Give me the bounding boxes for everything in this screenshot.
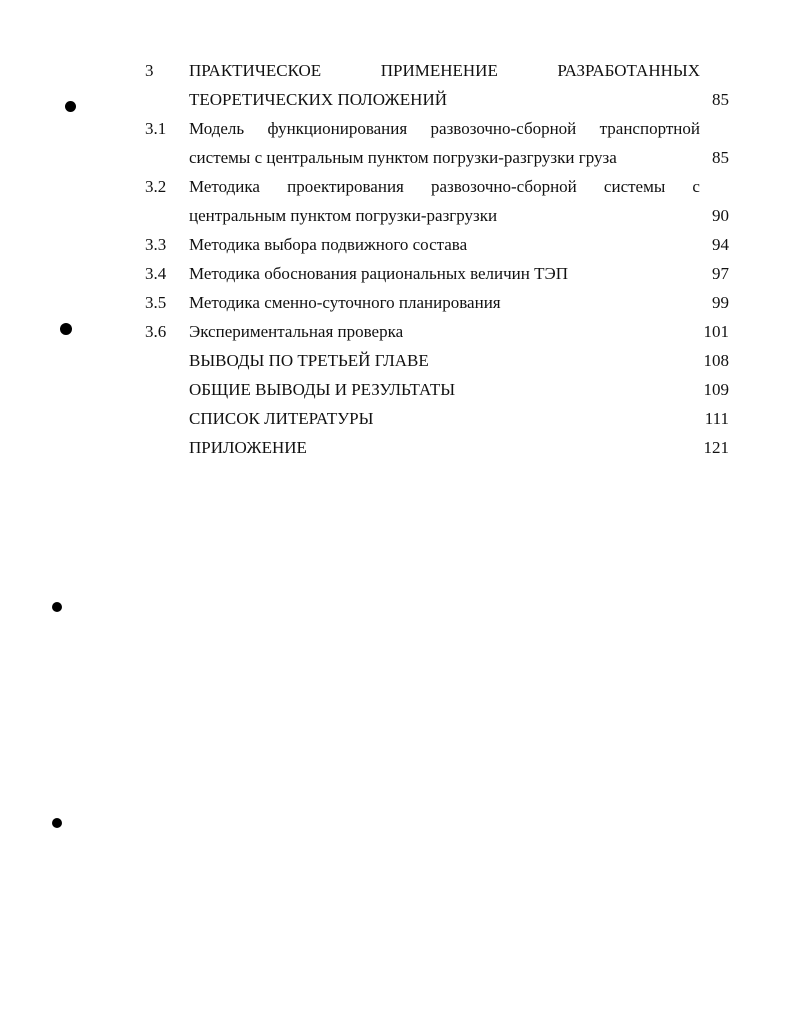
toc-page-number: 90 — [712, 206, 729, 225]
toc-entry-line — [0, 56, 797, 85]
toc-entry-title-continued: центральным пунктом погрузки-разгрузки — [189, 206, 498, 225]
toc-entry-title: ВЫВОДЫ ПО ТРЕТЬЕЙ ГЛАВЕ — [189, 351, 429, 370]
toc-entry-line — [0, 230, 797, 259]
toc-entry-line — [0, 433, 797, 462]
punch-hole-mark — [52, 602, 62, 612]
toc-entry-number: 3.3 — [145, 235, 167, 254]
toc-entry-number: 3.1 — [145, 119, 167, 138]
toc-word: транспортной — [599, 119, 700, 138]
toc-page-number: 99 — [712, 293, 729, 312]
toc-entry-title — [189, 114, 700, 143]
toc-entry-line — [0, 85, 797, 114]
punch-hole-mark — [52, 818, 62, 828]
toc-entry-line — [0, 201, 797, 230]
toc-entry-title: Экспериментальная проверка — [189, 322, 404, 341]
toc-word: ПРИМЕНЕНИЕ — [380, 61, 498, 80]
toc-word: с — [692, 177, 700, 196]
toc-page-number: 101 — [703, 322, 729, 341]
toc-page-number: 97 — [712, 264, 729, 283]
toc-page-number: 121 — [703, 438, 729, 457]
toc-page-number: 109 — [703, 380, 729, 399]
toc-entry-title-continued: ТЕОРЕТИЧЕСКИХ ПОЛОЖЕНИЙ — [189, 90, 447, 109]
toc-entry-title: Методика сменно-суточного планирования — [189, 293, 501, 312]
toc-word: развозочно-сборной — [430, 119, 577, 138]
toc-entry-title: СПИСОК ЛИТЕРАТУРЫ — [189, 409, 374, 428]
toc-entry-title: Методика обоснования рациональных величин ТЭП — [189, 264, 568, 283]
toc-entry-line — [0, 172, 797, 201]
toc-entry-number: 3.4 — [145, 264, 167, 283]
toc-word: функционирования — [267, 119, 408, 138]
toc-entry-number: 3.2 — [145, 177, 167, 196]
toc-entry-title — [189, 56, 700, 85]
toc-word: ПРАКТИЧЕСКОЕ — [189, 61, 322, 80]
toc-entry-number: 3.6 — [145, 322, 167, 341]
toc-entry-number: 3.5 — [145, 293, 167, 312]
toc-entry-line — [0, 288, 797, 317]
toc-entry-line — [0, 346, 797, 375]
toc-entry-title: ПРИЛОЖЕНИЕ — [189, 438, 307, 457]
toc-entry-title: ОБЩИЕ ВЫВОДЫ И РЕЗУЛЬТАТЫ — [189, 380, 456, 399]
toc-page-number: 111 — [704, 409, 729, 428]
toc-page-number: 85 — [712, 148, 729, 167]
toc-page-number: 94 — [712, 235, 729, 254]
toc-entry-title-continued: системы с центральным пунктом погрузки-разгрузки груза — [189, 148, 617, 167]
toc-entry-title — [189, 172, 700, 201]
toc-entry-line — [0, 259, 797, 288]
toc-entry-title: Методика выбора подвижного состава — [189, 235, 468, 254]
toc-word: системы — [603, 177, 666, 196]
toc-word: Модель — [189, 119, 245, 138]
toc-entry-line — [0, 317, 797, 346]
toc-word: развозочно-сборной — [431, 177, 577, 196]
toc-entry-line — [0, 114, 797, 143]
toc-page-number: 108 — [703, 351, 729, 370]
table-of-contents — [0, 56, 797, 462]
toc-entry-number: 3 — [145, 61, 154, 80]
toc-word: РАЗРАБОТАННЫХ — [557, 61, 700, 80]
toc-entry-line — [0, 143, 797, 172]
toc-word: Методика — [189, 177, 260, 196]
toc-entry-line — [0, 375, 797, 404]
toc-word: проектирования — [287, 177, 404, 196]
toc-page-number: 85 — [712, 90, 729, 109]
toc-entry-line — [0, 404, 797, 433]
